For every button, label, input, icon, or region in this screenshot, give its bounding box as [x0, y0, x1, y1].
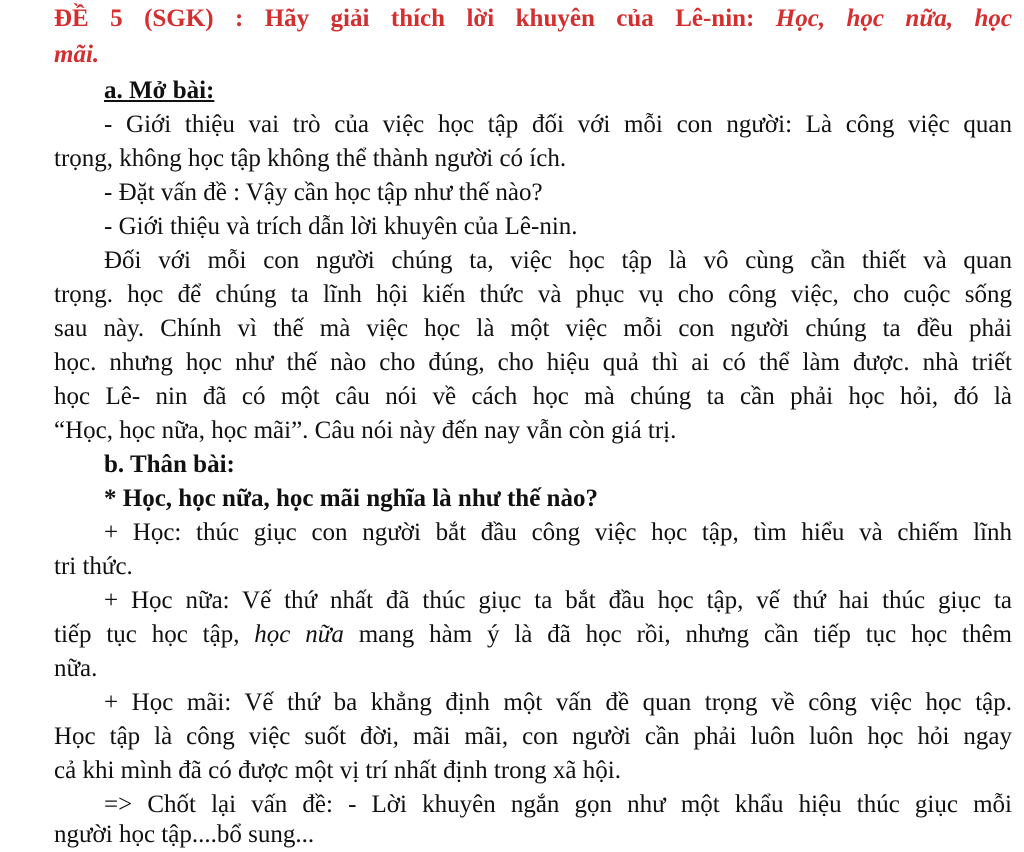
- essay-title: [54, 2, 1012, 36]
- hoc-nua-italic: học nữa: [254, 621, 344, 648]
- hoc-mai-point-cont: Học tập là công việc suốt đời, mãi mãi, con người cần phải luôn luôn học hỏi ngay: [54, 723, 1012, 750]
- hoc-point-cont: tri thức.: [54, 553, 133, 580]
- hoc-nua-point-end: nữa.: [54, 655, 98, 682]
- hoc-nua-text-c: mang hàm ý là đã học rồi, nhưng cần tiếp tục học thêm: [343, 621, 1013, 648]
- mo-bai-point-1: - Giới thiệu vai trò của việc học tập đối với mỗi con người: Là công việc quan: [104, 111, 1012, 138]
- heading-than-bai: b. Thân bài:: [104, 451, 235, 478]
- hoc-mai-point: + Học mãi: Vế thứ ba khẳng định một vấn đề quan trọng về công việc học tập.: [104, 689, 1012, 716]
- mo-bai-point-3: - Giới thiệu và trích dẫn lời khuyên của Lê-nin.: [104, 213, 578, 240]
- hoc-nua-text-a: tiếp tục học tập,: [54, 621, 255, 648]
- intro-paragraph-line: học. nhưng học như thế nào cho đúng, cho hiệu quả thì ai có thể làm được. nhà triết: [54, 349, 1012, 376]
- mo-bai-point-2: - Đặt vấn đề : Vậy cần học tập như thế nào?: [104, 179, 543, 206]
- hoc-nua-point: + Học nữa: Vế thứ nhất đã thúc giục ta bắt đầu học tập, vế thứ hai thúc giục ta: [104, 587, 1012, 614]
- title-text: ĐỀ 5 (SGK) : Hãy giải thích lời khuyên của Lê-nin:: [54, 5, 776, 32]
- question-heading: * Học, học nữa, học mãi nghĩa là như thế nào?: [104, 485, 598, 512]
- mo-bai-point-1-cont: trọng, không học tập không thể thành người có ích.: [54, 145, 567, 172]
- hoc-point: + Học: thúc giục con người bắt đầu công việc học tập, tìm hiểu và chiếm lĩnh: [104, 519, 1012, 546]
- conclusion-line: => Chốt lại vấn đề: - Lời khuyên ngắn gọn như một khẩu hiệu thúc giục mỗi: [104, 791, 1012, 818]
- heading-mo-bai: a. Mở bài:: [104, 77, 215, 104]
- hoc-nua-point-cont: [54, 618, 1012, 652]
- intro-paragraph-line: học Lê- nin đã có một câu nói về cách học mà chúng ta cần phải học hỏi, đó là: [54, 383, 1012, 410]
- essay-title-cont: mãi.: [54, 41, 100, 68]
- title-quote: Học, học nữa, học: [775, 5, 1012, 32]
- conclusion-line-cont: người học tập....bổ sung...: [54, 821, 315, 848]
- hoc-mai-point-end: cả khi mình đã có được một vị trí nhất định trong xã hội.: [54, 757, 621, 784]
- intro-paragraph-line: “Học, học nữa, học mãi”. Câu nói này đến nay vẫn còn giá trị.: [54, 417, 677, 444]
- intro-paragraph-line: sau này. Chính vì thế mà việc học là một việc mỗi con người chúng ta đều phải: [54, 315, 1012, 342]
- intro-paragraph-line: trọng. học để chúng ta lĩnh hội kiến thức và phục vụ cho công việc, cho cuộc sống: [54, 281, 1012, 308]
- intro-paragraph-line: Đối với mỗi con người chúng ta, việc học tập là vô cùng cần thiết và quan: [104, 247, 1012, 274]
